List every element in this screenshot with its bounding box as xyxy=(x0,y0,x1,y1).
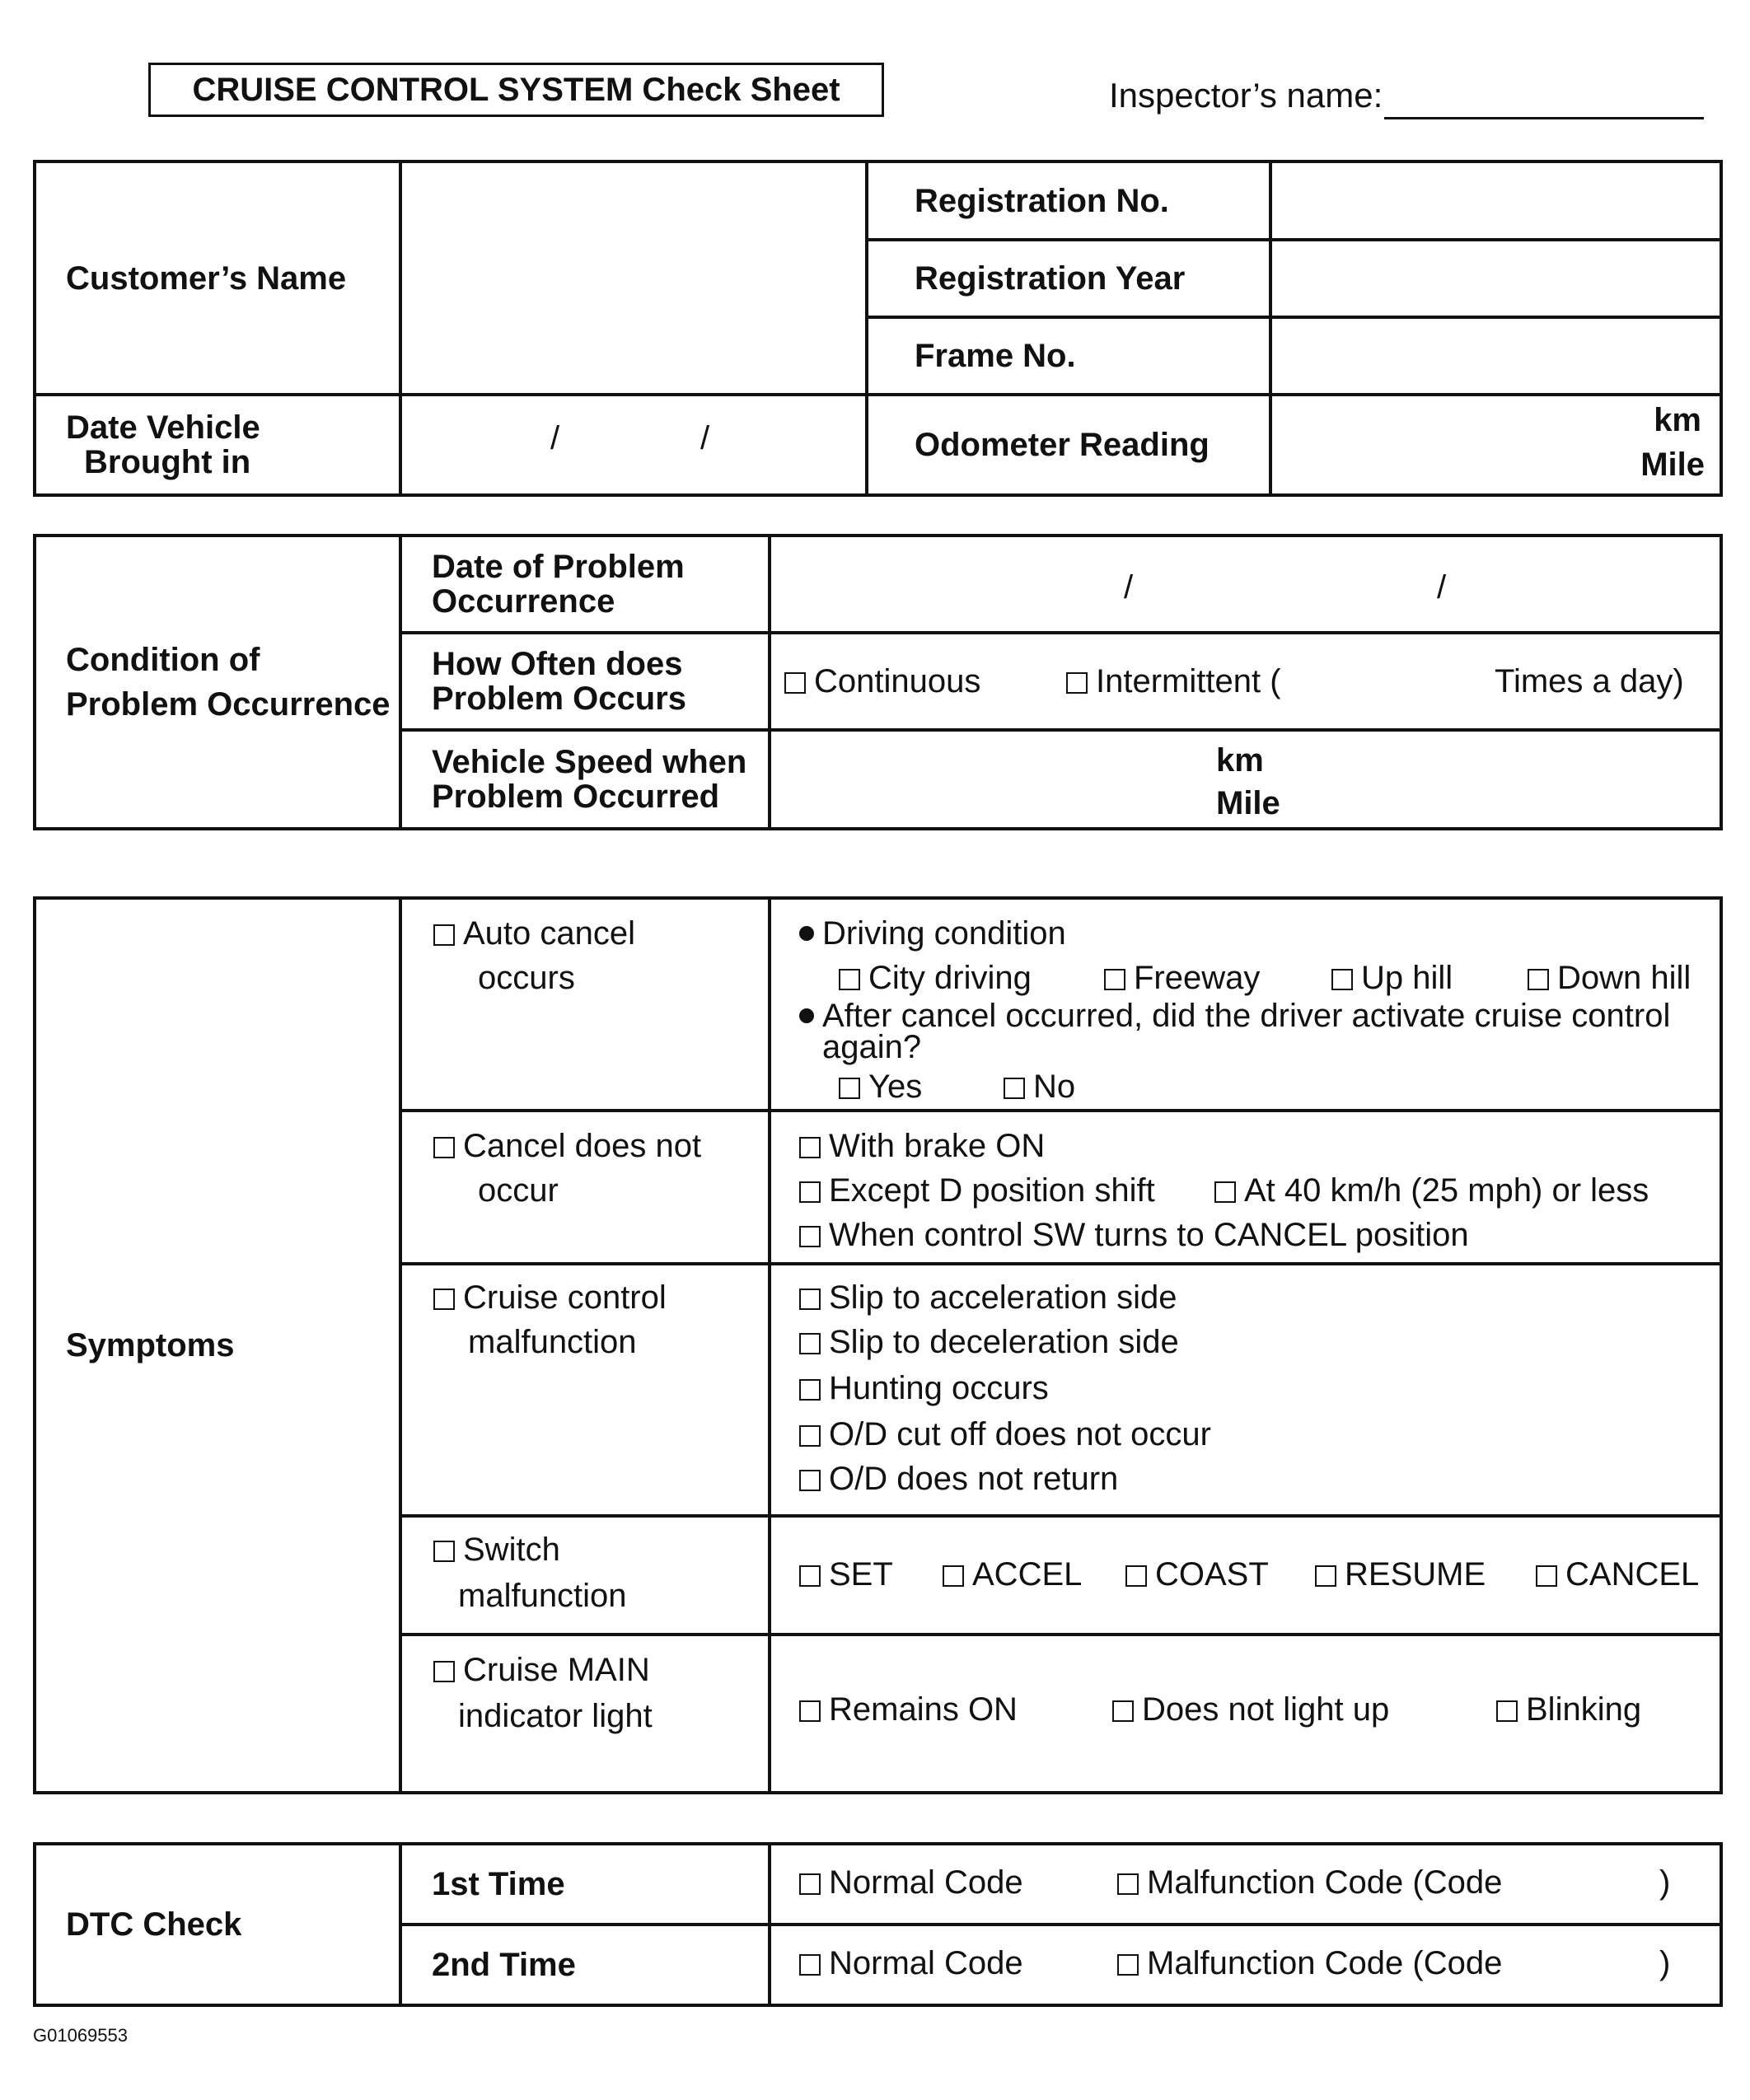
date-brought-field[interactable] xyxy=(400,395,867,495)
figure-id: G01069553 xyxy=(33,2025,128,2046)
registration-year-label-cell xyxy=(867,240,1270,317)
odometer-label: Odometer Reading xyxy=(915,427,1210,463)
checkbox-icon[interactable] xyxy=(433,1541,455,1562)
date-brought-label-cell xyxy=(35,395,400,495)
second-normal-code-option[interactable]: Normal Code xyxy=(799,1944,1023,1982)
checkbox-icon[interactable] xyxy=(943,1565,964,1587)
auto-cancel-cell xyxy=(400,898,770,1111)
switch-malfunction-cell xyxy=(400,1516,770,1635)
cruise-malfunction-details xyxy=(770,1264,1721,1516)
cancel-not-occur-label-line2: occur xyxy=(478,1172,559,1209)
condition-label-cell xyxy=(35,536,400,829)
dtc-label-cell xyxy=(35,1844,400,2005)
speed-unit-mile: Mile xyxy=(1216,785,1280,821)
auto-cancel-label-line2: occurs xyxy=(478,960,575,996)
checkbox-icon[interactable] xyxy=(1536,1565,1557,1587)
checkbox-icon[interactable] xyxy=(784,672,806,694)
how-often-label-cell xyxy=(400,633,770,730)
customer-name-field[interactable] xyxy=(400,161,867,395)
condition-label: Condition of Problem Occurrence xyxy=(66,642,391,723)
checkbox-icon[interactable] xyxy=(1004,1078,1025,1099)
accel-option[interactable]: ACCEL xyxy=(943,1555,1082,1593)
slip-accel-option[interactable]: Slip to acceleration side xyxy=(799,1279,1177,1317)
symptoms-label-cell xyxy=(35,898,400,1793)
checkbox-icon[interactable] xyxy=(799,1425,821,1447)
checkbox-icon[interactable] xyxy=(839,1078,860,1099)
how-often-field xyxy=(770,633,1721,730)
up-hill-option[interactable]: Up hill xyxy=(1331,959,1453,997)
cancel-not-occur-option[interactable]: Cancel does not xyxy=(433,1127,701,1165)
main-indicator-label-line2: indicator light xyxy=(458,1698,653,1734)
checkbox-icon[interactable] xyxy=(1331,969,1353,990)
symptoms-label: Symptoms xyxy=(66,1327,235,1363)
checkbox-icon[interactable] xyxy=(1117,1873,1139,1895)
inspector-name-label: Inspector’s name: xyxy=(1109,76,1383,115)
with-brake-option[interactable]: With brake ON xyxy=(799,1127,1045,1165)
od-return-option[interactable]: O/D does not return xyxy=(799,1460,1118,1498)
checkbox-icon[interactable] xyxy=(1066,672,1088,694)
registration-year-field[interactable] xyxy=(1270,240,1721,317)
first-time-label-cell xyxy=(400,1844,770,1925)
registration-no-label: Registration No. xyxy=(915,182,1169,219)
vehicle-info-table xyxy=(33,160,1723,497)
checkbox-icon[interactable] xyxy=(799,1873,821,1895)
frame-no-field[interactable] xyxy=(1270,317,1721,395)
registration-year-label: Registration Year xyxy=(915,260,1186,297)
registration-no-label-cell xyxy=(867,161,1270,240)
odometer-field[interactable] xyxy=(1270,395,1721,495)
switch-malfunction-label-line2: malfunction xyxy=(458,1578,627,1614)
cancel-not-occur-details xyxy=(770,1111,1721,1264)
checkbox-icon[interactable] xyxy=(1496,1700,1518,1722)
first-code-close-paren: ) xyxy=(1659,1864,1671,1901)
hunting-option[interactable]: Hunting occurs xyxy=(799,1369,1049,1407)
symptoms-table xyxy=(33,896,1723,1794)
checkbox-icon[interactable] xyxy=(1117,1954,1139,1976)
how-often-label: How Often does Problem Occurs xyxy=(432,646,687,717)
date-separator: / xyxy=(700,420,710,456)
control-sw-option[interactable]: When control SW turns to CANCEL position xyxy=(799,1216,1469,1254)
at-40kmh-option[interactable]: At 40 km/h (25 mph) or less xyxy=(1214,1172,1649,1209)
checkbox-icon[interactable] xyxy=(433,1137,455,1158)
vehicle-speed-field[interactable] xyxy=(770,730,1721,829)
bullet-icon xyxy=(799,926,814,941)
customer-name-label: Customer’s Name xyxy=(66,260,347,297)
continuous-option[interactable]: Continuous xyxy=(784,662,980,700)
date-separator: / xyxy=(1124,569,1134,606)
coast-option[interactable]: COAST xyxy=(1125,1555,1269,1593)
checkbox-icon[interactable] xyxy=(799,1565,821,1587)
cruise-malfunction-option[interactable]: Cruise control xyxy=(433,1279,667,1317)
checkbox-icon[interactable] xyxy=(799,1333,821,1354)
checkbox-icon[interactable] xyxy=(799,1700,821,1722)
frame-no-label: Frame No. xyxy=(915,338,1076,374)
set-option[interactable]: SET xyxy=(799,1555,893,1593)
problem-date-label: Date of Problem Occurrence xyxy=(432,549,685,620)
checkbox-icon[interactable] xyxy=(799,1379,821,1401)
yes-option[interactable]: Yes xyxy=(839,1068,922,1106)
intermittent-option[interactable]: Intermittent ( xyxy=(1066,662,1281,700)
second-time-label-cell xyxy=(400,1925,770,2005)
odometer-unit-km: km xyxy=(1654,402,1701,438)
checkbox-icon[interactable] xyxy=(433,1661,455,1682)
after-cancel-question: After cancel occurred, did the driver activate cruise control xyxy=(799,997,1670,1035)
registration-no-field[interactable] xyxy=(1270,161,1721,240)
checkbox-icon[interactable] xyxy=(799,1226,821,1247)
checkbox-icon[interactable] xyxy=(799,1137,821,1158)
checkbox-icon[interactable] xyxy=(433,1289,455,1310)
checkbox-icon[interactable] xyxy=(1125,1565,1147,1587)
second-time-details xyxy=(770,1925,1721,2005)
cancel-not-occur-cell xyxy=(400,1111,770,1264)
cruise-malfunction-cell xyxy=(400,1264,770,1516)
checkbox-icon[interactable] xyxy=(839,969,860,990)
checkbox-icon[interactable] xyxy=(1104,969,1125,990)
except-d-option[interactable]: Except D position shift xyxy=(799,1172,1155,1209)
auto-cancel-details xyxy=(770,898,1721,1111)
blinking-option[interactable]: Blinking xyxy=(1496,1691,1641,1728)
frame-no-label-cell xyxy=(867,317,1270,395)
auto-cancel-option[interactable]: Auto cancel xyxy=(433,914,635,952)
checkbox-icon[interactable] xyxy=(1315,1565,1336,1587)
problem-date-field[interactable] xyxy=(770,536,1721,633)
odometer-label-cell xyxy=(867,395,1270,495)
second-malfunction-code-option[interactable]: Malfunction Code (Code xyxy=(1117,1944,1502,1982)
inspector-name-line[interactable] xyxy=(1384,117,1704,119)
remains-on-option[interactable]: Remains ON xyxy=(799,1691,1018,1728)
dtc-table xyxy=(33,1842,1723,2007)
checkbox-icon[interactable] xyxy=(1214,1181,1236,1203)
first-time-details xyxy=(770,1844,1721,1925)
does-not-light-option[interactable]: Does not light up xyxy=(1112,1691,1389,1728)
cancel-option[interactable]: CANCEL xyxy=(1536,1555,1699,1593)
condition-table xyxy=(33,534,1723,830)
main-indicator-cell xyxy=(400,1635,770,1793)
city-driving-option[interactable]: City driving xyxy=(839,959,1032,997)
first-normal-code-option[interactable]: Normal Code xyxy=(799,1864,1023,1901)
slip-decel-option[interactable]: Slip to deceleration side xyxy=(799,1323,1179,1361)
date-separator: / xyxy=(550,420,560,456)
date-separator: / xyxy=(1437,569,1447,606)
after-cancel-question-line2: again? xyxy=(822,1029,922,1065)
date-brought-label: Date Vehicle Brought in xyxy=(66,409,260,480)
switch-malfunction-details xyxy=(770,1516,1721,1635)
odometer-unit-mile: Mile xyxy=(1640,447,1705,483)
resume-option[interactable]: RESUME xyxy=(1315,1555,1486,1593)
freeway-option[interactable]: Freeway xyxy=(1104,959,1260,997)
sheet-title: CRUISE CONTROL SYSTEM Check Sheet xyxy=(148,63,884,117)
vehicle-speed-label-cell xyxy=(400,730,770,829)
driving-condition-label: Driving condition xyxy=(799,914,1066,952)
first-time-label: 1st Time xyxy=(432,1866,565,1902)
dtc-label: DTC Check xyxy=(66,1906,242,1943)
second-time-label: 2nd Time xyxy=(432,1947,576,1983)
checkbox-icon[interactable] xyxy=(1112,1700,1134,1722)
od-cutoff-option[interactable]: O/D cut off does not occur xyxy=(799,1415,1211,1453)
vehicle-speed-label: Vehicle Speed when Problem Occurred xyxy=(432,744,747,815)
bullet-icon xyxy=(799,1008,814,1023)
checkbox-icon[interactable] xyxy=(799,1470,821,1491)
times-a-day-label: Times a day) xyxy=(1495,663,1684,699)
speed-unit-km: km xyxy=(1216,742,1264,779)
switch-malfunction-option[interactable]: Switch xyxy=(433,1531,560,1569)
main-indicator-details xyxy=(770,1635,1721,1793)
main-indicator-option[interactable]: Cruise MAIN xyxy=(433,1651,650,1689)
first-malfunction-code-option[interactable]: Malfunction Code (Code xyxy=(1117,1864,1502,1901)
checkbox-icon[interactable] xyxy=(1528,969,1549,990)
checkbox-icon[interactable] xyxy=(799,1289,821,1310)
no-option[interactable]: No xyxy=(1004,1068,1075,1106)
checkbox-icon[interactable] xyxy=(799,1954,821,1976)
problem-date-label-cell xyxy=(400,536,770,633)
checkbox-icon[interactable] xyxy=(433,924,455,946)
checkbox-icon[interactable] xyxy=(799,1181,821,1203)
customer-name-label-cell xyxy=(35,161,400,395)
cruise-malfunction-label-line2: malfunction xyxy=(468,1324,637,1360)
second-code-close-paren: ) xyxy=(1659,1945,1671,1981)
down-hill-option[interactable]: Down hill xyxy=(1528,959,1691,997)
